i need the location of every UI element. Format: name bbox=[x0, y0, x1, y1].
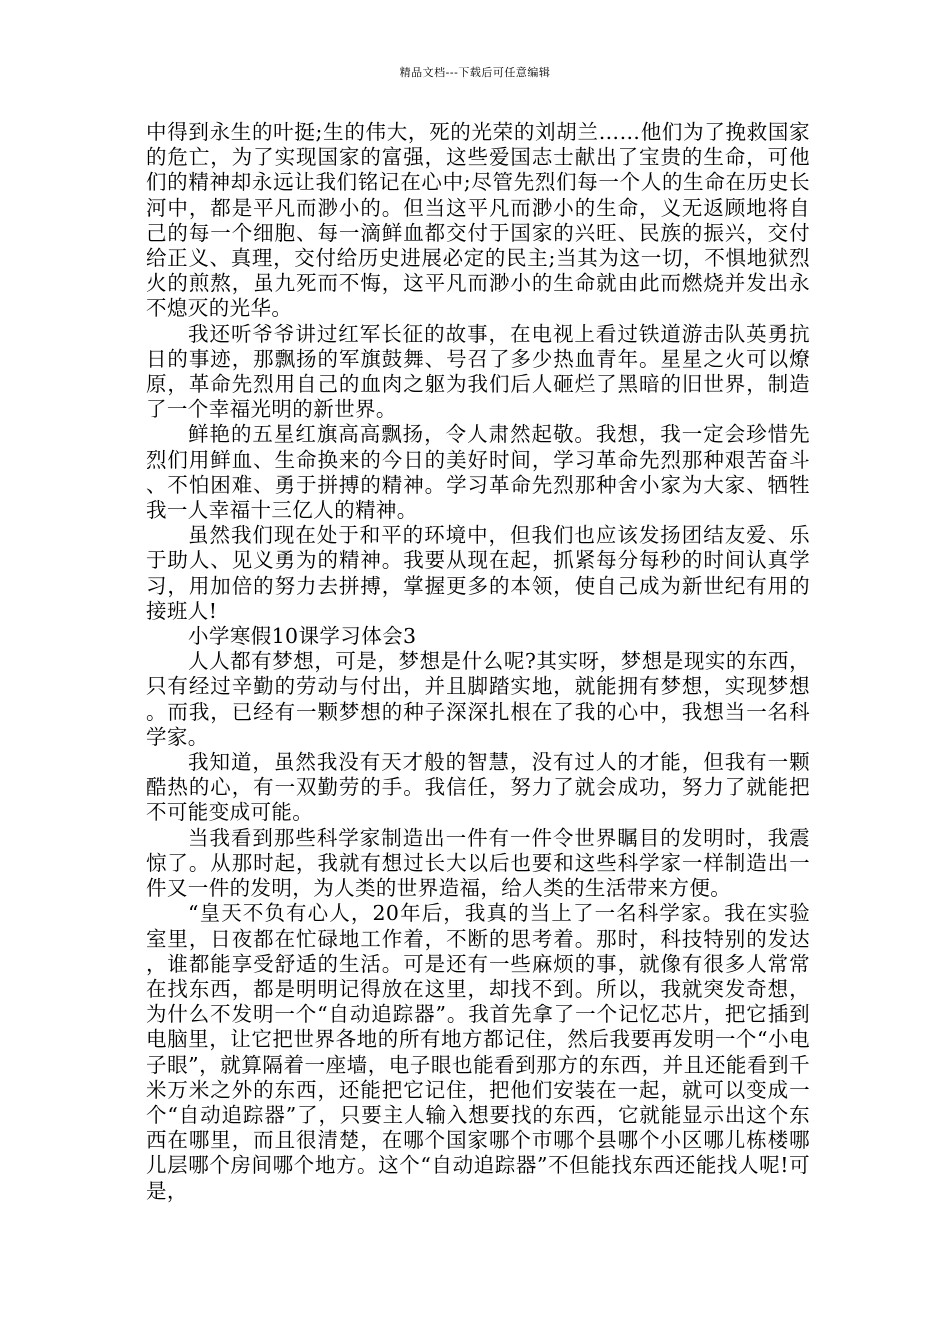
paragraph-3: 鲜艳的五星红旗高高飘扬，令人肃然起敬。我想，我一定会珍惜先烈们用鲜血、生命换来的今日的美好时间，学习革命先烈那种艰苦奋斗、不怕困难、勇于拼搏的精神。学习革命先烈那种舍小家为大家、牺牲我一人幸福十三亿人的精神。 bbox=[146, 422, 810, 523]
paragraph-2: 我还听爷爷讲过红军长征的故事，在电视上看过铁道游击队英勇抗日的事迹，那飘扬的军旗鼓舞、号召了多少热血青年。星星之火可以燎原，革命先烈用自己的血肉之躯为我们后人砸烂了黑暗的旧世界，制造了一个幸福光明的新世界。 bbox=[146, 321, 810, 422]
paragraph-5: 人人都有梦想，可是，梦想是什么呢?其实呀，梦想是现实的东西，只有经过辛勤的劳动与付出，并且脚踏实地，就能拥有梦想，实现梦想。而我，已经有一颗梦想的种子深深扎根在了我的心中，我想当一名科学家。 bbox=[146, 649, 810, 749]
paragraph-4: 虽然我们现在处于和平的环境中，但我们也应该发扬团结友爱、乐于助人、见义勇为的精神。我要从现在起，抓紧每分每秒的时间认真学习，用加倍的努力去拼搏，掌握更多的本领，使自己成为新世纪有用的接班人! bbox=[146, 523, 810, 623]
paragraph-7: 当我看到那些科学家制造出一件有一件令世界瞩目的发明时，我震惊了。从那时起，我就有想过长大以后也要和这些科学家一样制造出一件又一件的发明，为人类的世界造福，给人类的生活带来方便。 bbox=[146, 825, 810, 901]
document-body bbox=[146, 120, 810, 1204]
page-header: 精品文档---下载后可任意编辑 bbox=[399, 66, 551, 79]
paragraph-6: 我知道，虽然我没有天才般的智慧，没有过人的才能，但我有一颗酷热的心，有一双勤劳的手。我信任，努力了就会成功，努力了就能把不可能变成可能。 bbox=[146, 750, 810, 825]
section-heading: 小学寒假10课学习体会3 bbox=[188, 624, 417, 649]
paragraph-1: 中得到永生的叶挺;生的伟大，死的光荣的刘胡兰……他们为了挽救国家的危亡，为了实现国家的富强，这些爱国志士献出了宝贵的生命，可他们的精神却永远让我们铭记在心中;尽管先烈们每一个人的生命在历史长河中，都是平凡而渺小的。但当这平凡而渺小的生命，义无返顾地将自己的每一个细胞、每一滴鲜血都交付于国家的兴旺、民族的振兴，交付给正义、真理，交付给历史进展必定的民主;当其为这一切，不惧地狱烈火的煎熬，虽九死而不悔，这平凡而渺小的生命就由此而燃烧并发出永不熄灭的光华。 bbox=[146, 120, 810, 321]
paragraph-8: “皇天不负有心人，20年后，我真的当上了一名科学家。我在实验室里，日夜都在忙碌地工作着，不断的思考着。那时，科技特别的发达，谁都能享受舒适的生活。可是还有一些麻烦的事，就像有很多人常常在找东西，都是明明记得放在这里，却找不到。所以，我就突发奇想，为什么不发明一个“自动追踪器”。我首先拿了一个记忆芯片，把它插到电脑里，让它把世界各地的所有地方都记住，然后我要再发明一个“小电子眼”，就算隔着一座墙，电子眼也能看到那方的东西，并且还能看到千米万米之外的东西，还能把它记住，把他们安装在一起，就可以变成一个“自动追踪器”了，只要主人输入想要找的东西，它就能显示出这个东西在哪里，而且很清楚，在哪个国家哪个市哪个县哪个小区哪儿栋楼哪儿层哪个房间哪个地方。这个“自动追踪器”不但能找东西还能找人呢!可是， bbox=[146, 901, 810, 1203]
